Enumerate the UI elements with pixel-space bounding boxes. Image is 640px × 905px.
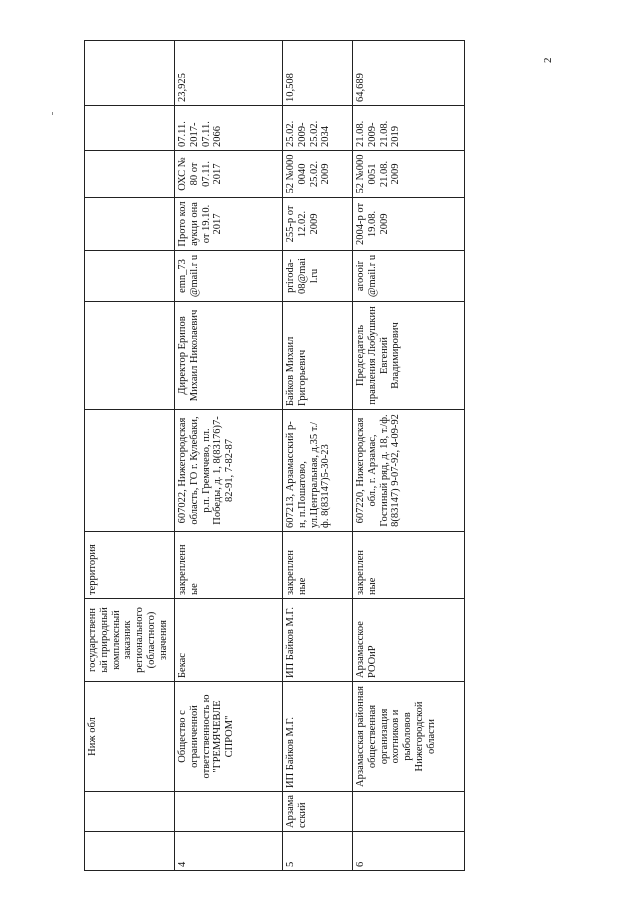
cell-area: 10,508	[283, 40, 353, 105]
cell-holder: Арзамасская районная общественная организация охотников и рыболовов Нижегородской области	[353, 681, 465, 791]
cell-type: закреплен ные	[353, 531, 465, 598]
cell-no: 4	[175, 832, 283, 871]
scan-mark	[52, 112, 53, 115]
cell-address: 607022, Нижегородская область, ГО г. Кулебаки, р.п. Гремячево, пл. Победы, д. 1, 8(83176)7-82-91, 7-82-87	[175, 409, 283, 531]
cell-address: 607220, Нижегородская обл., г. Арзамас, Гостиный ряд, д. 18, т./ф. 8(83147) 9-07-92, 4-09-92	[353, 409, 465, 531]
cell-district: Арзама сский	[283, 791, 353, 831]
cell-head: Председатель правления Любушкин Евгений Владимирович	[353, 301, 465, 409]
cell-head	[85, 301, 175, 409]
cell-district	[353, 791, 465, 831]
cell-address: 607213, Арзамасский р-н, п.Пошатово, ул.Центральная, д.35 т./ф. 8(83147)5-30-23	[283, 409, 353, 531]
cell-agreement	[85, 150, 175, 197]
cell-type: закрепленн ые	[175, 531, 283, 598]
cell-head: Директор Ерипов Михаил Николаевич	[175, 301, 283, 409]
cell-term: 07.11. 2017- 07.11. 2066	[175, 105, 283, 150]
cell-agreement: ОХС № 80 от 07.11. 2017	[175, 150, 283, 197]
cell-email	[85, 250, 175, 301]
cell-term: 25.02. 2009- 25.02. 2034	[283, 105, 353, 150]
cell-address	[85, 409, 175, 531]
table-row	[175, 40, 283, 870]
cell-area: 64,689	[353, 40, 465, 105]
cell-land: государственн ый природный комплексный заказник регионального (областного) значения	[85, 598, 175, 681]
cell-email: priroda-08@mai l.ru	[283, 250, 353, 301]
table-row	[283, 40, 353, 870]
cell-basis: 255-р от 12.02. 2009	[283, 197, 353, 250]
table-row	[85, 40, 175, 870]
cell-district	[175, 791, 283, 831]
cell-basis: Прото кол аукци она от 19.10. 2017	[175, 197, 283, 250]
cell-holder: ИП Байков М.Г.	[283, 681, 353, 791]
cell-land: Арзамасское РООиР	[353, 598, 465, 681]
cell-holder: Ниж обл	[85, 681, 175, 791]
cell-no: 6	[353, 832, 465, 871]
cell-no	[85, 832, 175, 871]
cell-term	[85, 105, 175, 150]
cell-holder: Общество с ограниченной ответственность ю "ГРЕМЯЧЕВЛЕ СПРОМ"	[175, 681, 283, 791]
cell-head: Байков Михаил Григорьевич	[283, 301, 353, 409]
table-row	[353, 40, 465, 870]
cell-land: Бекас	[175, 598, 283, 681]
cell-type: закреплен ные	[283, 531, 353, 598]
cell-land: ИП Байков М.Г.	[283, 598, 353, 681]
cell-agreement: 52 №000 0051 21.08. 2009	[353, 150, 465, 197]
cell-no: 5	[283, 832, 353, 871]
cell-agreement: 52 №000 0040 25.02. 2009	[283, 150, 353, 197]
hunting-grounds-table	[84, 40, 465, 871]
cell-area: 23,925	[175, 40, 283, 105]
cell-district	[85, 791, 175, 831]
cell-email: emn_73 @mail.r u	[175, 250, 283, 301]
cell-type: территория	[85, 531, 175, 598]
cell-area	[85, 40, 175, 105]
page-number: 2	[542, 57, 554, 63]
cell-basis: 2004-р от 19.08. 2009	[353, 197, 465, 250]
cell-email: aroooir @mail.r u	[353, 250, 465, 301]
cell-basis	[85, 197, 175, 250]
cell-term: 21.08. 2009- 21.08. 2019	[353, 105, 465, 150]
